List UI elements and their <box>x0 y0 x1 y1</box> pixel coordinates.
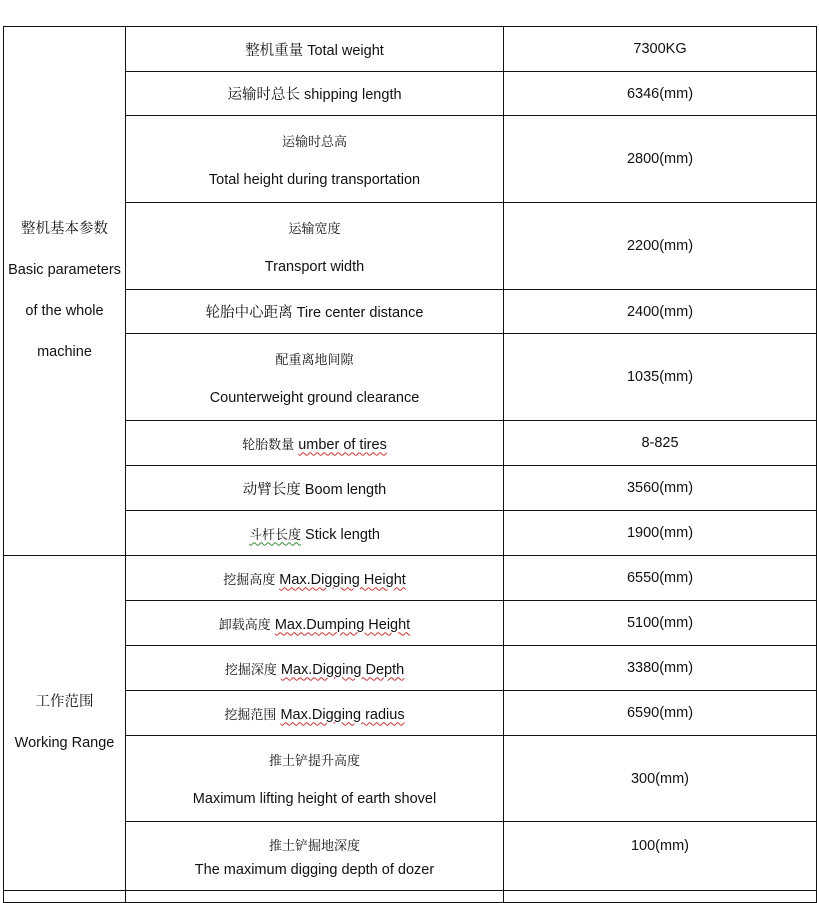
param-label-zh: 运输时总高 <box>281 133 347 149</box>
param-label-en: The maximum digging depth of dozer <box>194 861 435 878</box>
param-label <box>126 736 504 822</box>
param-value: 3560(mm) <box>504 466 817 511</box>
param-label <box>126 421 504 466</box>
table-row <box>4 822 817 891</box>
param-label <box>126 203 504 290</box>
param-label-zh: 推土铲提升高度 <box>268 753 360 768</box>
param-value: 2200(mm) <box>504 203 817 290</box>
param-value: 1035(mm) <box>504 334 817 421</box>
table-row <box>4 116 817 203</box>
param-label-en: Stick length <box>305 526 380 543</box>
param-label <box>126 116 504 203</box>
param-value: 1900(mm) <box>504 511 817 556</box>
category-en-line: Basic parameters <box>8 262 121 278</box>
param-label-zh: 斗杆长度 <box>248 526 301 542</box>
category-en-line: of the whole <box>25 303 104 319</box>
param-label-en: Total height during transportation <box>208 171 421 188</box>
table-row <box>4 203 817 290</box>
param-label: 运输时总长 shipping length <box>126 72 504 116</box>
param-label: 整机重量 Total weight <box>126 27 504 72</box>
table-row <box>4 27 817 72</box>
param-value: 3380(mm) <box>504 646 817 691</box>
param-label-zh: 推土铲掘地深度 <box>268 837 360 853</box>
param-label-zh: 挖掘范围 <box>224 706 277 722</box>
table-row <box>4 736 817 822</box>
table-row <box>4 556 817 601</box>
category-zh: 工作范围 <box>35 694 94 710</box>
param-label-en: umber of tires <box>298 436 387 453</box>
param-label-en: Maximum lifting height of earth shovel <box>192 791 437 807</box>
partial-cell <box>126 891 504 903</box>
param-label-zh: 挖掘高度 <box>223 571 276 587</box>
param-value: 300(mm) <box>504 736 817 822</box>
table-row <box>4 646 817 691</box>
param-label <box>126 511 504 556</box>
param-value: 6550(mm) <box>504 556 817 601</box>
param-label <box>126 334 504 421</box>
spec-table <box>3 26 817 903</box>
table-row <box>4 466 817 511</box>
param-label: 动臂长度 Boom length <box>126 466 504 511</box>
param-label-en: Max.Digging radius <box>280 706 405 723</box>
param-label-en: Max.Dumping Height <box>274 616 411 633</box>
param-label-zh: 轮胎数量 <box>242 436 295 452</box>
table-row <box>4 601 817 646</box>
category-en-line: machine <box>37 344 92 360</box>
category-cell-working-range <box>4 556 126 891</box>
param-value: 6590(mm) <box>504 691 817 736</box>
table-row <box>4 421 817 466</box>
category-zh: 整机基本参数 <box>21 221 108 237</box>
param-value: 5100(mm) <box>504 601 817 646</box>
partial-cell <box>4 891 126 903</box>
param-label <box>126 822 504 891</box>
table-row <box>4 691 817 736</box>
param-value: 7300KG <box>504 27 817 72</box>
param-value: 8-825 <box>504 421 817 466</box>
param-label <box>126 646 504 691</box>
table-row <box>4 290 817 334</box>
partial-cell <box>504 891 817 903</box>
param-value: 6346(mm) <box>504 72 817 116</box>
param-label-en: Max.Digging Height <box>279 571 406 588</box>
param-label: 轮胎中心距离 Tire center distance <box>126 290 504 334</box>
category-en-line: Working Range <box>14 735 115 751</box>
param-value: 2400(mm) <box>504 290 817 334</box>
param-label <box>126 601 504 646</box>
table-row <box>4 334 817 421</box>
param-value: 2800(mm) <box>504 116 817 203</box>
param-label-zh: 卸载高度 <box>218 616 271 632</box>
table-row <box>4 511 817 556</box>
param-label-zh: 挖掘深度 <box>224 661 277 677</box>
param-label-en: Max.Digging Depth <box>280 661 405 678</box>
param-label-zh: 运输宽度 <box>288 220 341 236</box>
param-label-zh: 配重离地间隙 <box>275 351 354 367</box>
param-label-en: Transport width <box>264 258 365 275</box>
param-label <box>126 556 504 601</box>
category-cell-basic <box>4 27 126 556</box>
table-row <box>4 72 817 116</box>
table-row-partial <box>4 891 817 903</box>
param-label-en: Counterweight ground clearance <box>209 389 420 406</box>
param-label <box>126 691 504 736</box>
param-value: 100(mm) <box>504 822 817 891</box>
